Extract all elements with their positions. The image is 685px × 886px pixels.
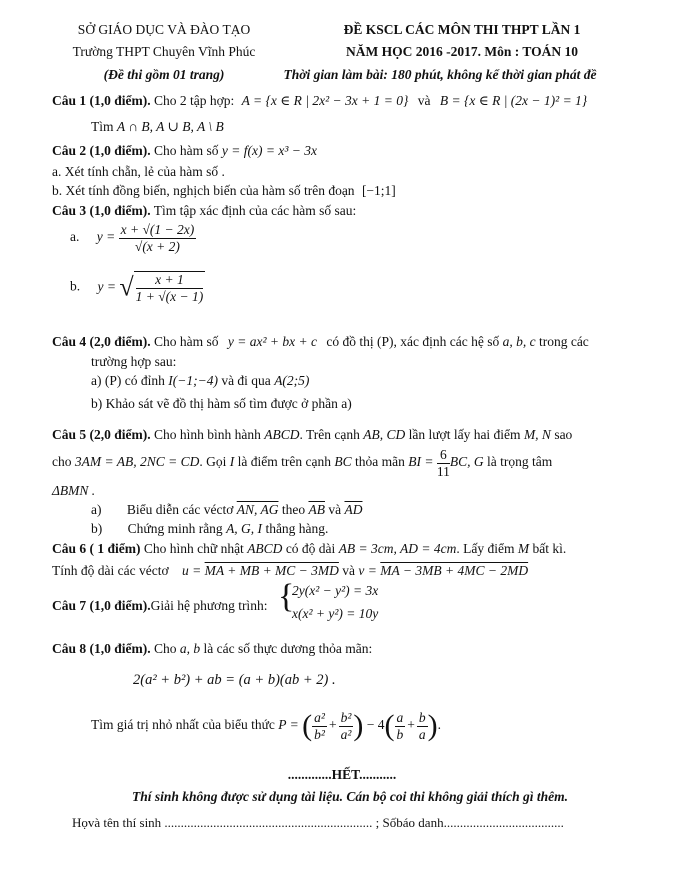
q8-ab: a, b <box>179 641 201 656</box>
q5-den: 11 <box>436 463 450 479</box>
q5-l2-g: , G <box>467 454 484 470</box>
q5-l2-mid: . Gọi <box>199 454 227 470</box>
q3-a <box>70 222 196 254</box>
q6-u-rhs: MA + MB + MC − 3MD <box>204 563 339 578</box>
q2-a: a. Xét tính chẵn, lẻ của hàm số . <box>52 164 225 179</box>
q5-b-label: b) <box>91 521 103 536</box>
q5-l2-eq: 3AM = AB, 2NC = CD <box>74 454 200 470</box>
q2-line <box>52 143 317 159</box>
q3-b-root <box>134 271 206 304</box>
q5-l2-bi: BI = <box>408 454 434 470</box>
q2-b: b. Xét tính đồng biến, nghịch biến của hàm số trên đoạn <box>52 183 355 198</box>
q4-b: b) Khảo sát vẽ đồ thị hàm số tìm được ở phần a) <box>91 396 352 411</box>
q4-label: Câu 4 (2,0 điểm). <box>52 334 151 349</box>
q3-a-num: x + √(1 − 2x) <box>120 222 195 237</box>
q1-find-prefix: Tìm <box>91 119 114 134</box>
q4-line2: trường hợp sau: <box>91 354 177 369</box>
q6-and: và <box>342 563 356 578</box>
footer-note: Thí sinh không được sử dụng tài liệu. Cán bộ coi thi không giải thích gì thêm. <box>131 789 569 804</box>
q8-frac4 <box>417 710 428 742</box>
q3-text: Tìm tập xác định của các hàm số sau: <box>153 203 357 218</box>
q3-a-den: √(x + 2) <box>134 238 180 254</box>
q5-line2 <box>52 447 552 479</box>
q4-a-vertex: I(−1;−4) <box>168 373 218 388</box>
q8-frac2 <box>339 710 354 742</box>
q6-l2: Tính độ dài các véctơ <box>52 563 169 578</box>
exam-year-subject: NĂM HỌC 2016 -2017. Môn : TOÁN 10 <box>346 44 578 59</box>
q5-l2-mid3: thỏa mãn <box>354 454 405 470</box>
q8-text1: Cho <box>154 641 177 656</box>
end-marker: .............HẾT........... <box>287 767 397 782</box>
q3-a-fraction <box>119 222 197 254</box>
q4-line <box>52 334 589 350</box>
q4-text-post: trong các <box>538 334 589 349</box>
q8-line1 <box>52 641 372 657</box>
q4-a-mid: và đi qua <box>221 373 271 388</box>
q3-line <box>52 203 356 219</box>
paren-left: ( <box>302 709 313 742</box>
q5-line1 <box>52 427 572 443</box>
q8-frac3 <box>395 710 406 742</box>
q3-b-lhs: y = <box>97 278 116 294</box>
q5-l2-bc2: BC <box>449 454 468 470</box>
header-school: Trường THPT Chuyên Vĩnh Phúc <box>72 44 256 59</box>
q8-frac1-den: b² <box>314 726 325 742</box>
q5-text4: sao <box>554 427 573 442</box>
q5-a-text: Biểu diễn các véctơ <box>126 502 234 517</box>
candidate-info-line: Họvà tên thí sinh ................................................................ ; Sốbáo danh..................................... <box>72 815 564 830</box>
q6-dims: AB = 3cm, AD = 4cm <box>338 541 457 556</box>
q6-line2 <box>52 563 528 579</box>
q5-text3: lần lượt lấy hai điểm <box>408 427 521 442</box>
q5-a <box>91 502 362 518</box>
paren-left-2: ( <box>384 709 395 742</box>
q5-a-by: theo <box>281 502 306 517</box>
paren-right-2: ) <box>427 709 438 742</box>
header-pages-note: (Đề thi gồm 01 trang) <box>103 67 225 82</box>
paren-right: ) <box>353 709 364 742</box>
q5-l2-i: I <box>229 454 235 470</box>
exam-title: ĐỀ KSCL CÁC MÔN THI THPT LẦN 1 <box>343 22 581 37</box>
q1-setA: A = {x ∈ R | 2x² − 3x + 1 = 0} <box>241 93 409 108</box>
q8-find-line <box>91 709 441 743</box>
q7-text: Giải hệ phương trình: <box>150 598 268 613</box>
q1-label: Câu 1 (1,0 điểm). <box>52 93 151 108</box>
plus-sign-2: + <box>407 717 415 733</box>
q8-frac4-den: a <box>418 726 426 742</box>
q4-coefs: a, b, c <box>502 334 536 349</box>
q5-a-ad: $\overline{AD}$ <box>344 502 363 517</box>
q8-frac3-num: a <box>396 709 404 725</box>
q5-l2-post: là trọng tâm <box>486 454 553 470</box>
q5-b <box>91 521 328 537</box>
q5-num: 6 <box>437 447 450 464</box>
q6-abcd: ABCD <box>247 541 283 556</box>
exam-time-note: Thời gian làm bài: 180 phút, không kể thời gian phát đề <box>283 67 597 82</box>
q8-frac3-den: b <box>396 726 404 742</box>
q2-text: Cho hàm số <box>154 143 219 158</box>
q6-v-lhs: v = <box>358 563 377 578</box>
q5-b-pts: A, G, I <box>226 521 263 536</box>
q5-l2-mid2: là điểm trên cạnh <box>237 454 331 470</box>
q5-mn: M, N <box>523 427 551 442</box>
q5-a-ab: $\overline{AB}$ <box>308 502 325 517</box>
q4-a <box>91 373 309 389</box>
q6-line1 <box>52 541 566 557</box>
q5-abcd: ABCD <box>264 427 300 442</box>
q1-line <box>52 93 587 109</box>
q1-text: Cho 2 tập hợp: <box>154 93 235 108</box>
q8-find: Tìm giá trị nhỏ nhất của biểu thức <box>91 717 275 733</box>
q4-func: y = ax² + bx + c <box>227 334 317 349</box>
q5-line3: ΔBMN . <box>52 483 96 498</box>
q2-func: y = f(x) = x³ − 3x <box>221 143 317 158</box>
q3-b-num: x + 1 <box>136 272 204 289</box>
sqrt-symbol: √ <box>119 272 134 302</box>
q8-frac2-den: a² <box>340 726 352 742</box>
q4-text-pre: Cho hàm số <box>154 334 219 349</box>
q5-b-text: Chứng minh rằng <box>127 521 223 536</box>
q5-label: Câu 5 (2,0 điểm). <box>52 427 151 442</box>
q8-label: Câu 8 (1,0 điểm). <box>52 641 151 656</box>
q5-a-and: và <box>328 502 342 517</box>
q6-text3: . Lấy điểm <box>456 541 515 556</box>
q3-b-fraction <box>136 272 204 304</box>
q7-eq1: 2y(x² − y²) = 3x <box>292 583 379 598</box>
q5-abcd2: AB, CD <box>363 427 406 442</box>
q4-a-point: A(2;5) <box>274 373 310 388</box>
q5-fraction <box>437 447 450 479</box>
q7-line <box>52 598 267 614</box>
q7-label: Câu 7 (1,0 điểm). <box>52 598 151 613</box>
q3-b-label: b. <box>70 278 81 294</box>
q1-and: và <box>417 93 431 108</box>
q8-p-lhs: P = <box>278 717 299 733</box>
q6-text1: Cho hình chữ nhật <box>143 541 244 556</box>
q4-text-mid: có đồ thị (P), xác định các hệ số <box>326 334 500 349</box>
q3-a-lhs: y = <box>96 229 116 245</box>
q3-label: Câu 3 (1,0 điểm). <box>52 203 151 218</box>
brace-symbol: { <box>278 578 295 615</box>
q1-find-expr: A ∩ B, A ∪ B, A \ B <box>116 119 224 134</box>
q5-b-post: thẳng hàng. <box>265 521 329 536</box>
q8-condition: 2(a² + b²) + ab = (a + b)(ab + 2) . <box>133 672 336 688</box>
q6-text4: bất kì. <box>532 541 567 556</box>
q2-interval: [−1;1] <box>361 183 396 198</box>
q2-label: Câu 2 (1,0 điểm). <box>52 143 151 158</box>
q3-a-label: a. <box>70 229 80 245</box>
q6-label: Câu 6 ( 1 điểm) <box>52 541 141 556</box>
q8-p-tail: − 4 <box>366 717 385 733</box>
q5-l2-bc: BC <box>334 454 352 470</box>
q3-b-den: 1 + √(x − 1) <box>135 288 204 304</box>
q4-a-text: a) (P) có đỉnh <box>91 373 165 388</box>
q1-find-line <box>91 119 224 135</box>
q8-frac1 <box>312 710 327 742</box>
q6-v-rhs: MA − 3MB + 4MC − 2MD <box>380 563 529 578</box>
q5-l2-pre: cho <box>52 454 72 470</box>
q6-m: M <box>517 541 530 556</box>
q8-text2: là các số thực dương thỏa mãn: <box>203 641 373 656</box>
q5-text2: . Trên cạnh <box>299 427 360 442</box>
q1-setB: B = {x ∈ R | (2x − 1)² = 1} <box>439 93 588 108</box>
q8-frac1-num: a² <box>314 709 325 725</box>
q8-end-dot: . <box>437 717 442 733</box>
q5-a-label: a) <box>91 502 102 517</box>
q7-eq2: x(x² + y²) = 10y <box>292 606 379 621</box>
q5-a-vecs: AN, AG <box>236 502 279 517</box>
plus-sign: + <box>328 717 337 733</box>
q6-text2: có độ dài <box>285 541 336 556</box>
q3-b <box>70 271 205 304</box>
q6-u-lhs: u = <box>181 563 202 578</box>
q5-text1: Cho hình bình hành <box>154 427 261 442</box>
q8-frac2-num: b² <box>340 709 352 725</box>
q8-frac4-num: b <box>418 709 426 725</box>
header-dept: SỞ GIÁO DỤC VÀ ĐÀO TẠO <box>77 22 251 37</box>
q2-b-line <box>52 183 396 199</box>
